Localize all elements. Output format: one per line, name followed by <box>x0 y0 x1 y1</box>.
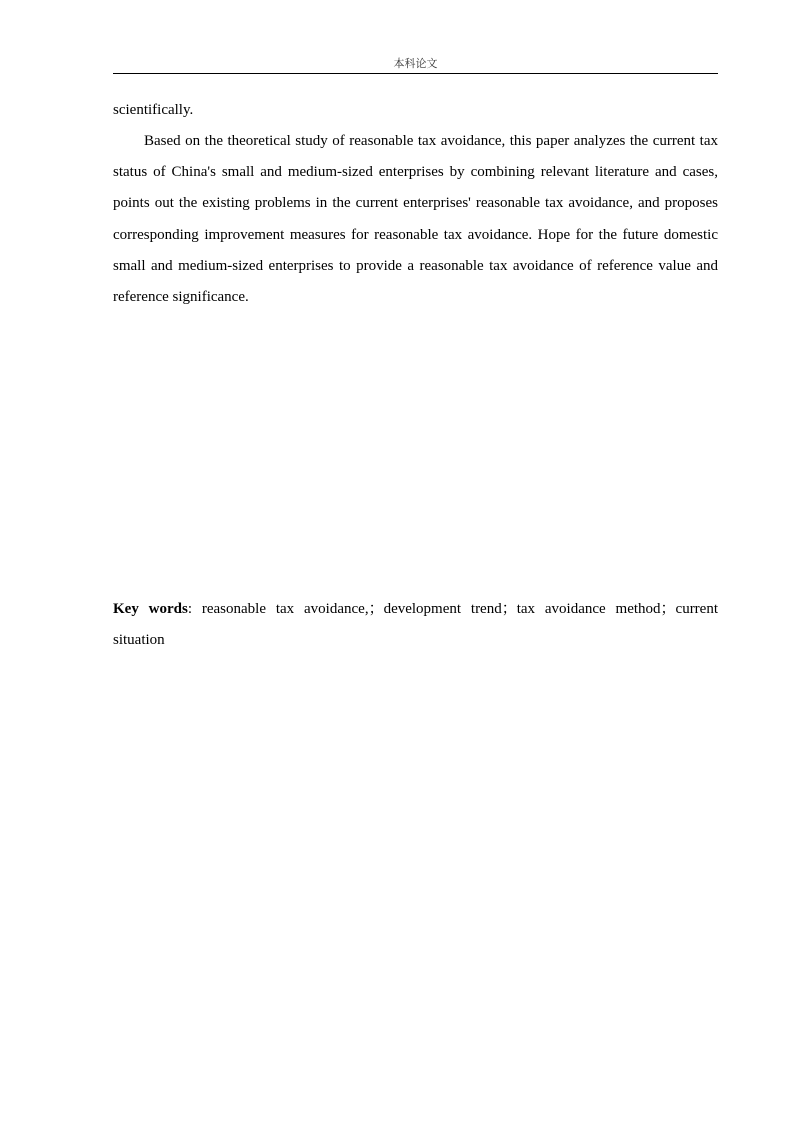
body-paragraph-abstract: Based on the theoretical study of reasonable tax avoidance, this paper analyzes the current tax status of China's small and medium-sized enterprises by combining relevant literature and cases, points out the existing problems in the current enterprises' reasonable tax avoidance, and proposes corresponding improvement measures for reasonable tax avoidance. Hope for the future domestic small and medium-sized enterprises to provide a reasonable tax avoidance of reference value and reference significance. <box>113 133 718 306</box>
keywords-line <box>113 594 718 656</box>
keywords-label: Key words <box>113 601 188 617</box>
keywords-separator: : <box>187 601 202 617</box>
page-header: 本科论文 <box>393 58 438 70</box>
header-divider <box>113 73 718 74</box>
keywords-text: reasonable tax avoidance,；development trend；tax avoidance method；current situation <box>113 601 719 649</box>
body-paragraph-continuation: scientifically. <box>113 102 194 118</box>
